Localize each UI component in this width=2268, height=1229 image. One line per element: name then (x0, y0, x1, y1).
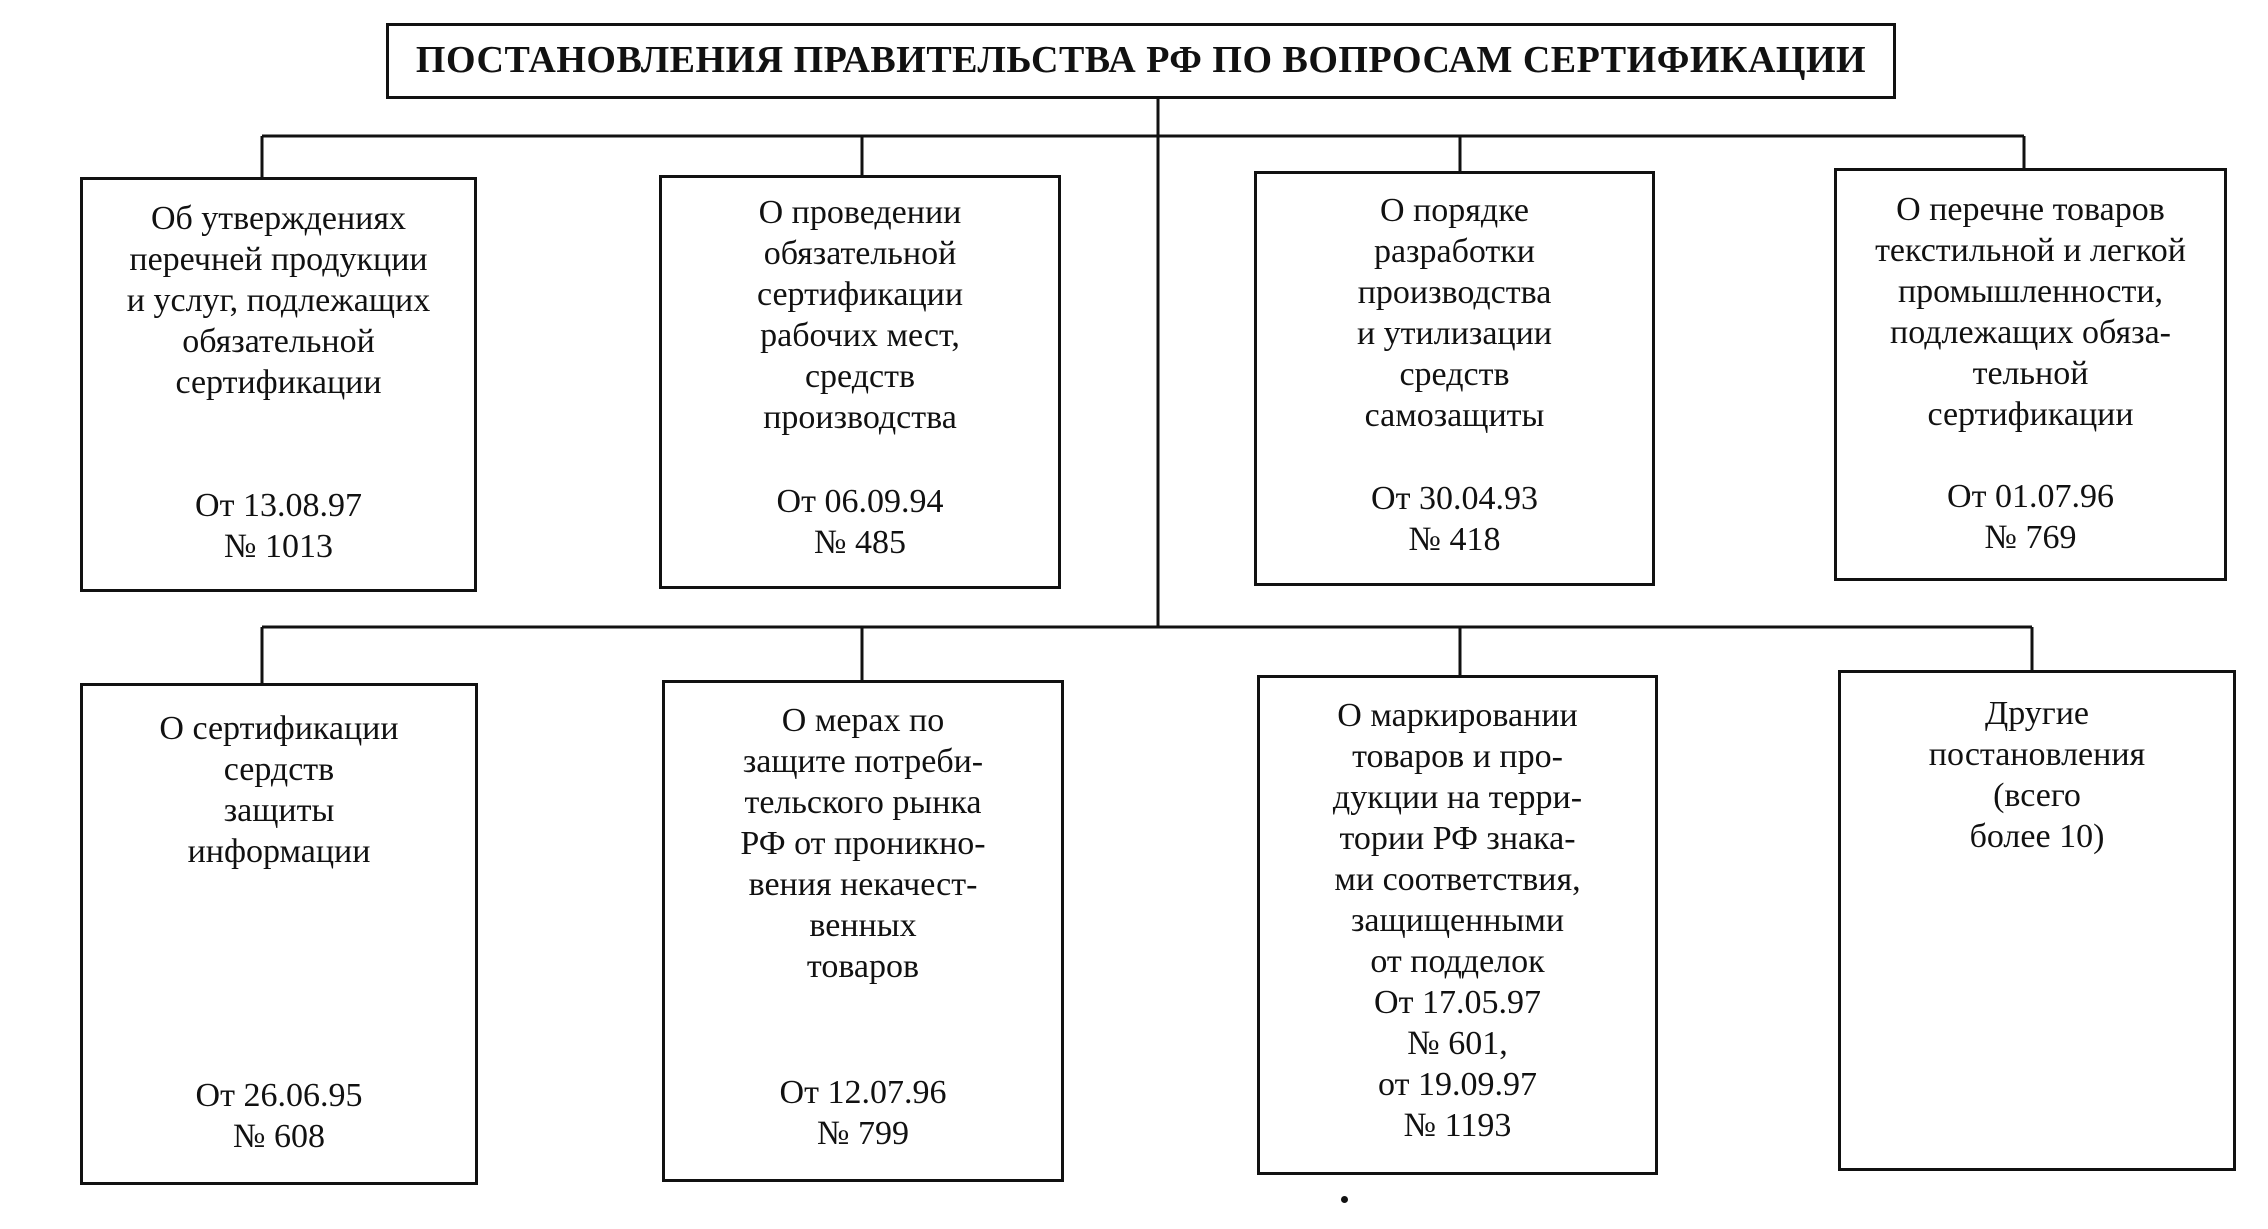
box-line: производства (763, 399, 957, 436)
box-line: защищенными (1350, 902, 1565, 939)
box-line: О проведении (758, 194, 962, 231)
box-line: тельной (1972, 355, 2089, 392)
box-line: средств (804, 358, 916, 395)
resolution-number: № 608 (233, 1118, 325, 1155)
resolution-number: № 799 (817, 1115, 909, 1152)
box-resolution-601-1193 (1257, 675, 1658, 1175)
box-line: сертификации (1927, 396, 2134, 433)
resolution-date: От 01.07.96 (1947, 478, 2114, 515)
box-line: рабочих мест, (760, 317, 960, 354)
box-line: перечней продукции (129, 241, 428, 278)
box-resolution-769 (1834, 168, 2227, 581)
box-line: тельского рынка (744, 784, 982, 821)
box-line: О порядке (1380, 192, 1529, 229)
box-line: защиты (223, 792, 335, 829)
box-line: защите потреби- (742, 743, 984, 780)
box-line: и утилизации (1356, 315, 1553, 352)
box-resolution-799 (662, 680, 1064, 1182)
resolution-date: От 12.07.96 (779, 1074, 947, 1111)
box-line: производства (1357, 274, 1552, 311)
resolution-date: От 06.09.94 (776, 483, 944, 520)
resolution-number: № 485 (814, 524, 906, 561)
box-line: промышленности, (1897, 273, 2164, 310)
box-line: подлежащих обяза- (1890, 314, 2171, 351)
box-line: разработки (1373, 233, 1536, 270)
box-line: ми соответствия, (1334, 861, 1581, 898)
box-line: текстильной и легкой (1875, 232, 2186, 269)
box-line: Об утверждениях (150, 200, 407, 237)
box-line: О мерах по (781, 702, 945, 739)
box-line: венных (809, 907, 917, 944)
box-line: Другие (1985, 695, 2089, 732)
box-resolution-1013 (80, 177, 477, 592)
diagram-title: ПОСТАНОВЛЕНИЯ ПРАВИТЕЛЬСТВА РФ ПО ВОПРОСАМ СЕРТИФИКАЦИИ (386, 23, 1896, 99)
box-line: постановления (1928, 736, 2146, 773)
box-line: РФ от проникно- (740, 825, 986, 862)
box-line: № 601, (1407, 1025, 1508, 1062)
resolution-number: № 1013 (224, 528, 333, 565)
box-line: сертификации (175, 364, 382, 401)
box-line: товаров и про- (1352, 738, 1563, 775)
box-other-resolutions (1838, 670, 2236, 1171)
box-line: (всего (1993, 777, 2081, 814)
resolution-number: № 769 (1984, 519, 2077, 556)
box-resolution-485 (659, 175, 1061, 589)
box-line: сертификации (756, 276, 964, 313)
box-line: от 19.09.97 (1378, 1066, 1537, 1103)
box-line: информации (187, 833, 371, 870)
box-line: сердств (223, 751, 335, 788)
resolution-date: От 13.08.97 (195, 487, 362, 524)
scan-speck (1341, 1196, 1348, 1203)
box-line: дукции на терри- (1332, 779, 1583, 816)
box-line: средств (1399, 356, 1510, 393)
box-line: товаров (806, 948, 920, 985)
box-line: и услуг, подлежащих (126, 282, 431, 319)
box-line: от подделок (1370, 943, 1545, 980)
resolution-date: От 26.06.95 (195, 1077, 363, 1114)
resolution-number: № 418 (1408, 521, 1501, 558)
resolution-date: От 30.04.93 (1371, 480, 1538, 517)
box-line: О перечне товаров (1896, 191, 2165, 228)
box-line: № 1193 (1403, 1107, 1512, 1144)
box-line: вения некачест- (748, 866, 978, 903)
box-line: более 10) (1969, 818, 2105, 855)
box-line: О сертификации (159, 710, 399, 747)
box-resolution-608 (80, 683, 478, 1185)
box-line: обязательной (763, 235, 957, 272)
box-line: От 17.05.97 (1374, 984, 1541, 1021)
box-line: О маркировании (1337, 697, 1578, 734)
box-line: тории РФ знака- (1339, 820, 1576, 857)
box-line: самозащиты (1364, 397, 1545, 434)
box-resolution-418 (1254, 171, 1655, 586)
box-line: обязательной (182, 323, 375, 360)
